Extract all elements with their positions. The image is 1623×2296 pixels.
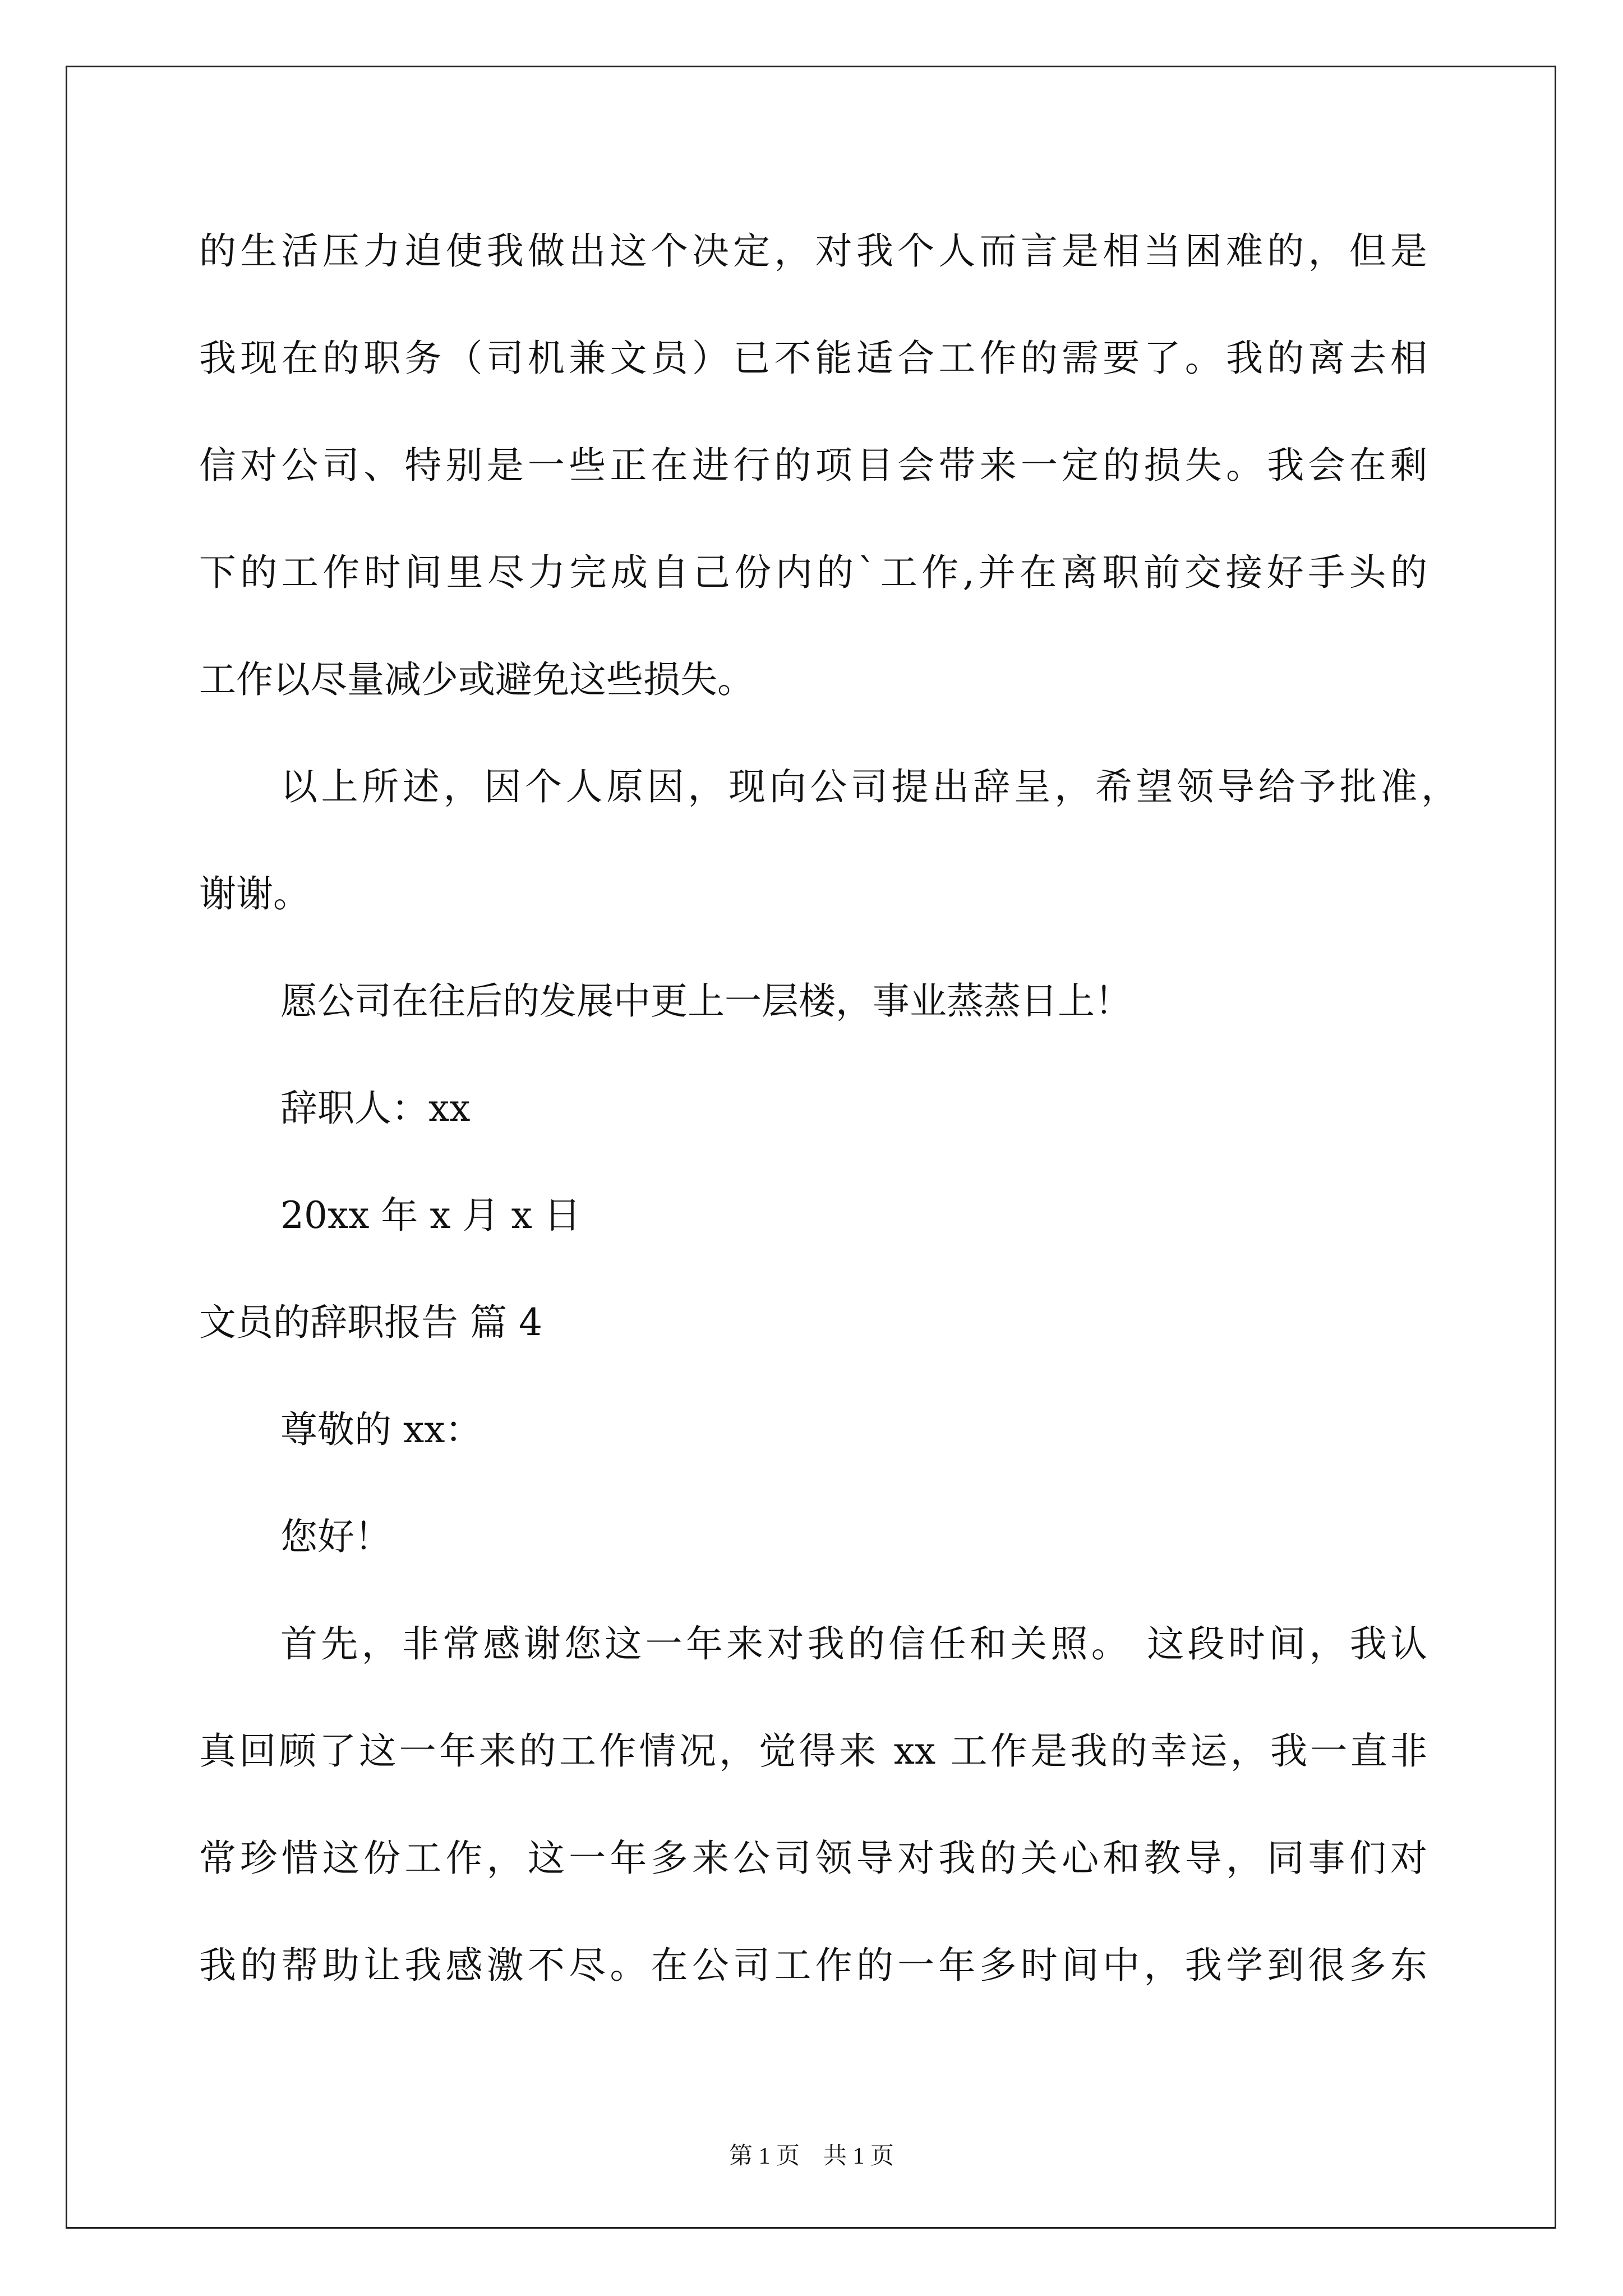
section-title: 文员的辞职报告 篇 4	[199, 1301, 542, 1344]
paragraph-line: 首先，非常感谢您这一年来对我的信任和关照。 这段时间，我认	[280, 1622, 1427, 1665]
paragraph-line: 谢谢。	[199, 872, 310, 915]
closing-wish: 愿公司在往后的发展中更上一层楼，事业蒸蒸日上！	[280, 979, 1132, 1023]
date-line: 20xx 年 x 月 x 日	[280, 1194, 581, 1237]
paragraph-line: 下的工作时间里尽力完成自己份内的`工作,并在离职前交接好手头的	[199, 551, 1427, 594]
greeting: 您好！	[280, 1515, 391, 1558]
paragraph-line: 我的帮助让我感激不尽。在公司工作的一年多时间中，我学到很多东	[199, 1944, 1427, 1987]
paragraph-line: 真回顾了这一年来的工作情况，觉得来 xx 工作是我的幸运，我一直非	[199, 1729, 1427, 1773]
paragraph-line: 信对公司、特别是一些正在进行的项目会带来一定的损失。我会在剩	[199, 444, 1427, 487]
paragraph-line: 的生活压力迫使我做出这个决定，对我个人而言是相当困难的，但是	[199, 229, 1427, 273]
paragraph-line: 常珍惜这份工作，这一年多来公司领导对我的关心和教导，同事们对	[199, 1837, 1427, 1880]
paragraph-line: 工作以尽量减少或避免这些损失。	[199, 658, 754, 701]
salutation: 尊敬的 xx：	[280, 1408, 482, 1451]
paragraph-line: 我现在的职务（司机兼文员）已不能适合工作的需要了。我的离去相	[199, 337, 1427, 380]
paragraph-line: 以上所述，因个人原因，现向公司提出辞呈，希望领导给予批准，	[280, 765, 1458, 808]
signer-line: 辞职人：xx	[280, 1087, 471, 1130]
page-footer: 第 1 页 共 1 页	[728, 2143, 894, 2169]
